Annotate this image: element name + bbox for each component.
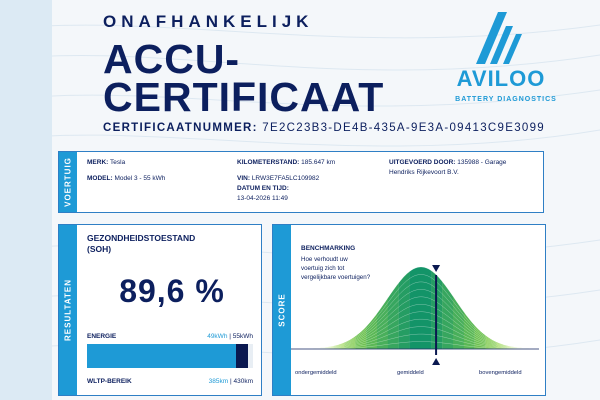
vehicle-section-label: VOERTUIG [59, 152, 77, 212]
vehicle-col-3 [389, 158, 506, 178]
model-label: MODEL: [87, 175, 113, 182]
energy-nominal: 55kWh [232, 333, 253, 340]
date-value: 13-04-2026 11:49 [237, 195, 288, 202]
model-value: Model 3 - 55 kWh [114, 175, 166, 182]
results-section-label: RESULTATEN [59, 225, 77, 395]
benchmark-question: Hoe verhoudt uw voertuig zich tot vergelijkbare voertuigen? [301, 256, 371, 281]
range-nominal: 430km [233, 378, 253, 385]
curve-band [410, 267, 421, 349]
vin-value: LRW3E7FA5LC109982 [251, 175, 320, 182]
mileage-value: 185.647 km [301, 159, 336, 166]
vin-label: VIN: [237, 175, 250, 182]
energy-label: ENERGIE [87, 333, 117, 340]
soh-value: 89,6 % [119, 273, 225, 309]
make-label: MERK: [87, 159, 109, 166]
page-title [103, 36, 385, 120]
performed-by-label: UITGEVOERD DOOR: [389, 159, 456, 166]
logo-subtitle: BATTERY DIAGNOSTICS [455, 96, 557, 103]
axis-label-below-average: ondergemiddeld [295, 370, 337, 376]
performed-by-value: 135988 - Garage [457, 159, 507, 166]
marker-bottom-arrow-icon [432, 358, 440, 365]
vehicle-col-2 [237, 158, 335, 204]
range-label: WLTP-BEREIK [87, 378, 132, 385]
vehicle-card [58, 151, 544, 213]
date-label: DATUM EN TIJD: [237, 185, 289, 192]
vehicle-col-1 [87, 158, 165, 184]
kicker-text: ONAFHANKELIJK [103, 12, 314, 31]
score-card [272, 224, 546, 396]
energy-values [207, 333, 253, 340]
energy-current: 49kWh [207, 333, 228, 340]
axis-label-above-average: bovengemiddeld [479, 370, 522, 376]
aviloo-logo-mark-icon [476, 12, 534, 64]
soh-bar-remaining [236, 344, 248, 368]
range-separator: | [229, 378, 232, 385]
curve-band [420, 267, 431, 349]
soh-bar-fill [87, 344, 236, 368]
axis-label-average: gemiddeld [397, 370, 424, 376]
certificate-number-value: 7E2C23B3-DE4B-435A-9E3A-09413C9E3099 [262, 122, 545, 134]
title-line-2: CERTIFICAAT [103, 74, 385, 120]
performed-by-value-line-2: Hendriks Rijkevoort B.V. [389, 169, 459, 176]
certificate-number [103, 122, 545, 134]
soh-heading: GEZONDHEIDSTOESTAND (SOH) [87, 233, 196, 254]
mileage-label: KILOMETERSTAND: [237, 159, 300, 166]
marker-top-arrow-icon [432, 265, 440, 272]
left-accent-band [0, 0, 52, 400]
energy-separator: | [229, 333, 231, 340]
score-section-label: SCORE [273, 225, 291, 395]
range-current: 385km [208, 378, 229, 385]
benchmark-heading: BENCHMARKING [301, 245, 356, 252]
title-line-1: ACCU- [103, 36, 241, 82]
results-card [58, 224, 262, 396]
certificate-number-label: CERTIFICAATNUMMER: [103, 122, 258, 134]
soh-bar [87, 344, 253, 368]
range-values [209, 378, 253, 385]
aviloo-logo [448, 12, 558, 104]
make-value: Tesla [110, 159, 126, 166]
logo-brand-name: AVILOO [456, 66, 546, 91]
